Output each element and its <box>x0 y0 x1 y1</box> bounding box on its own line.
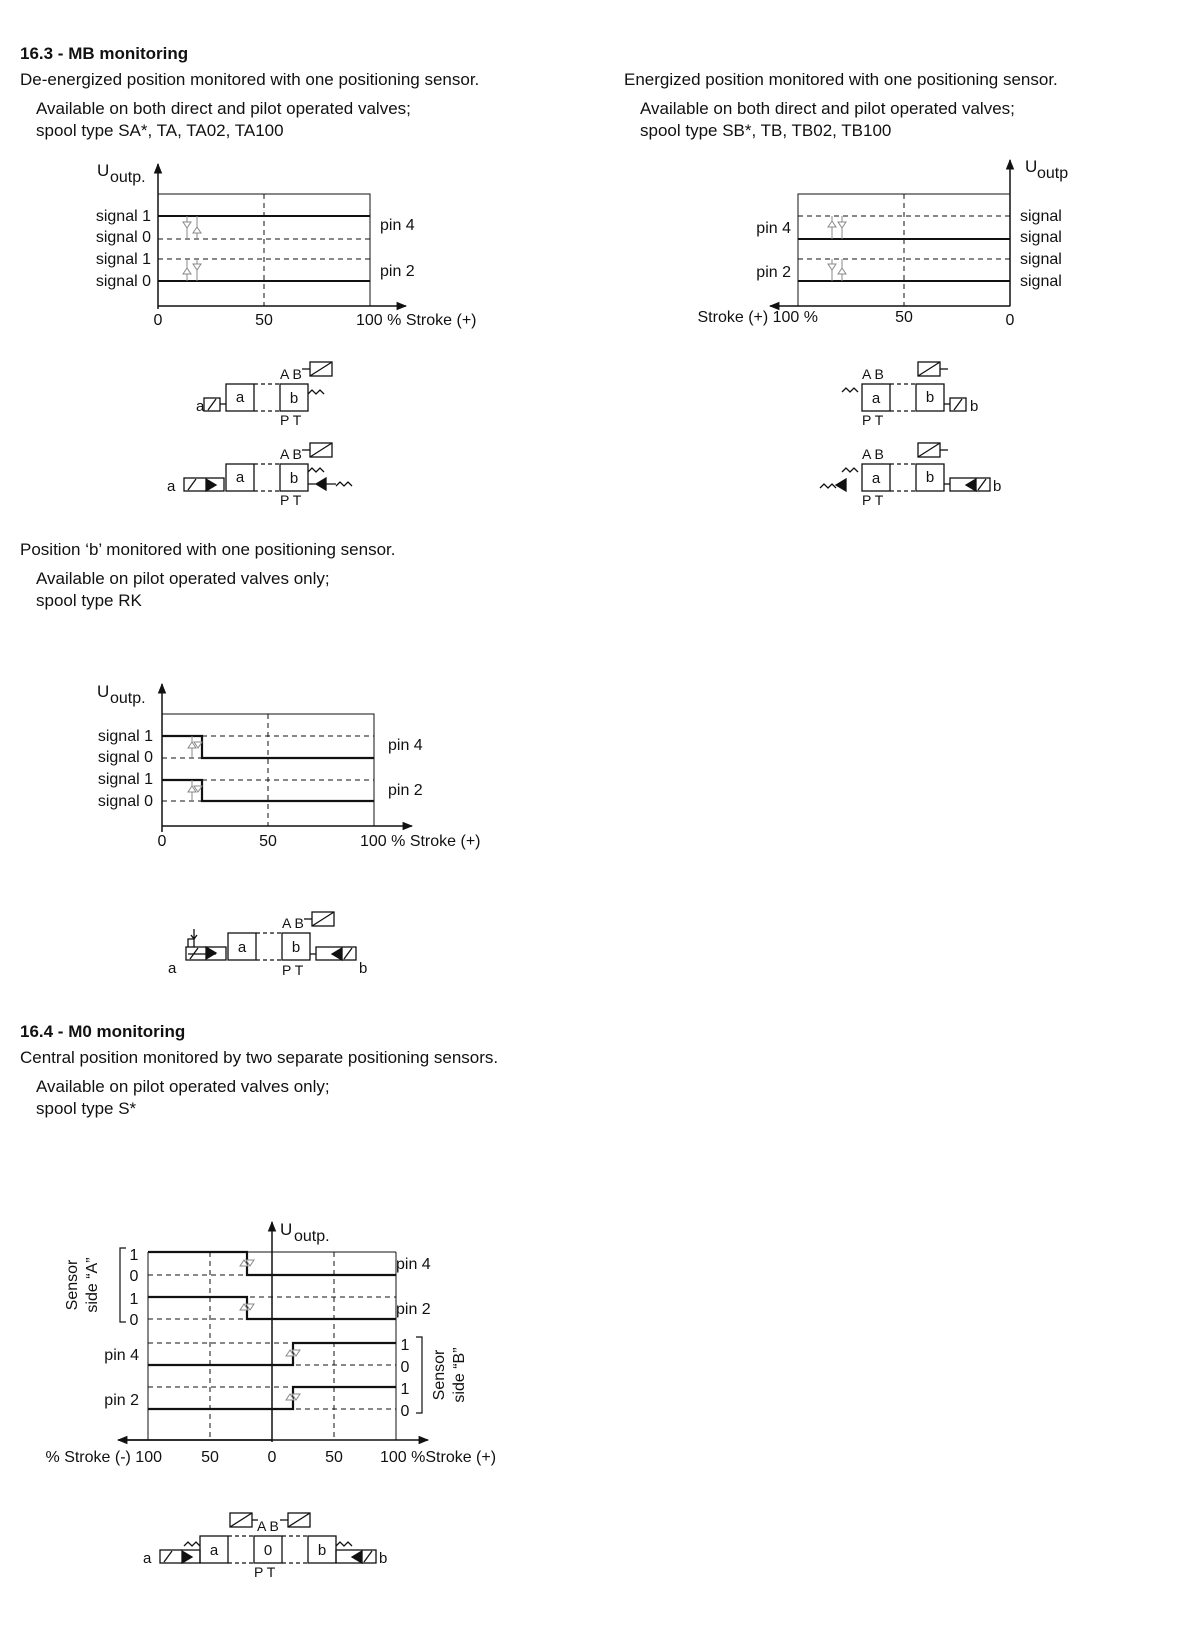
pin-label: pin 2 <box>104 1392 139 1409</box>
rk-description: Position ‘b’ monitored with one positioning sensor. <box>20 540 396 559</box>
x-tick-label: 50 <box>255 312 273 329</box>
valve-symbol-pilot <box>184 443 352 491</box>
pin-label: pin 2 <box>756 264 791 281</box>
position-a-box-label: a <box>237 939 247 956</box>
position-b-label: b <box>993 478 1002 495</box>
pin-label: pin 4 <box>380 217 415 234</box>
position-b-box-label: b <box>289 470 299 487</box>
x-tick-label: 0 <box>157 833 167 850</box>
position-b-box-label: b <box>317 1542 327 1559</box>
signal-label: signal 1 <box>97 771 153 788</box>
valve-symbol-pilot <box>820 443 990 491</box>
signal-label: signal 1 <box>95 251 151 268</box>
valve-symbol-direct <box>842 362 966 411</box>
sensor-a-value: 0 <box>129 1268 139 1285</box>
signal-label: signal <box>1020 251 1062 268</box>
mb-left-availability: Available on both direct and pilot operated valves; <box>36 99 411 118</box>
y-axis-label: U <box>97 161 110 180</box>
sensor-a-value: 1 <box>129 1247 139 1264</box>
m0-availability: Available on pilot operated valves only; <box>36 1077 330 1096</box>
sensor-b-label: side “B” <box>451 1347 468 1403</box>
x-tick-label: 0 <box>267 1449 277 1466</box>
pin-label: pin 2 <box>380 263 415 280</box>
mb-right-description: Energized position monitored with one positioning sensor. <box>624 70 1058 89</box>
mb-right-spool: spool type SB*, TB, TB02, TB100 <box>640 121 892 140</box>
signal-label: signal 0 <box>97 749 153 766</box>
x-tick-label: 50 <box>201 1449 219 1466</box>
signal-label: signal <box>1020 208 1062 225</box>
signal-label: signal 0 <box>95 273 151 290</box>
sensor-b-value: 0 <box>400 1359 410 1376</box>
position-a-box-label: a <box>871 390 881 407</box>
signal-label: signal 0 <box>95 229 151 246</box>
position-a-label: a <box>167 478 176 495</box>
x-tick-label: % Stroke (-) 100 <box>45 1449 162 1466</box>
mb-left-spool: spool type SA*, TA, TA02, TA100 <box>36 121 284 140</box>
ports-top-label: A B <box>257 1518 279 1534</box>
valve-symbol-direct <box>204 362 332 411</box>
signal-label: signal 1 <box>97 728 153 745</box>
position-b-box-label: b <box>925 389 935 406</box>
section-16-3-heading: 16.3 - MB monitoring <box>20 44 189 63</box>
mb-left-chart <box>96 161 477 329</box>
x-tick-label: 50 <box>325 1449 343 1466</box>
position-a-box-label: a <box>235 389 245 406</box>
position-a-label: a <box>196 398 205 415</box>
ports-top-label: A B <box>862 366 884 382</box>
hysteresis-icon <box>828 216 846 281</box>
sensor-b-value: 0 <box>400 1403 410 1420</box>
m0-description: Central position monitored by two separate positioning sensors. <box>20 1048 499 1067</box>
position-b-box-label: b <box>289 390 299 407</box>
mb-left-description: De-energized position monitored with one positioning sensor. <box>20 70 480 89</box>
y-axis-label-sub: outp. <box>110 169 146 186</box>
x-tick-label: 100 %Stroke (+) <box>380 1449 497 1466</box>
sensor-b-value: 1 <box>400 1337 410 1354</box>
pin-label: pin 4 <box>756 220 791 237</box>
ports-top-label: A B <box>862 446 884 462</box>
signal-label: signal <box>1020 229 1062 246</box>
pin-label: pin 4 <box>104 1347 139 1364</box>
ports-bottom-label: P T <box>280 492 302 508</box>
position-b-label: b <box>970 398 979 415</box>
m0-spool: spool type S* <box>36 1099 137 1118</box>
ports-bottom-label: P T <box>280 412 302 428</box>
ports-bottom-label: P T <box>282 962 304 978</box>
sensor-a-value: 0 <box>129 1312 139 1329</box>
hysteresis-icon <box>188 736 202 801</box>
mb-right-availability: Available on both direct and pilot operated valves; <box>640 99 1015 118</box>
y-axis-label: U <box>97 682 110 701</box>
sensor-b-bracket <box>416 1337 422 1413</box>
ports-bottom-label: P T <box>254 1564 276 1580</box>
sensor-a-bracket <box>120 1248 126 1322</box>
x-tick-label: 100 % Stroke (+) <box>356 312 477 329</box>
sensor-a-label: Sensor <box>64 1259 81 1311</box>
y-axis-label-sub: outp <box>1037 165 1069 182</box>
sensor-b-label: Sensor <box>431 1349 448 1401</box>
ports-top-label: A B <box>282 915 304 931</box>
position-a-label: a <box>168 960 177 977</box>
valve-symbol-rk <box>186 912 356 960</box>
sensor-b-value: 1 <box>400 1381 410 1398</box>
ports-top-label: A B <box>280 366 302 382</box>
y-axis-label-sub: outp. <box>110 690 146 707</box>
rk-chart <box>97 682 481 850</box>
pin-label: pin 4 <box>396 1256 431 1273</box>
x-tick-label: 100 % Stroke (+) <box>360 833 481 850</box>
ports-top-label: A B <box>280 446 302 462</box>
position-a-box-label: a <box>871 470 881 487</box>
position-b-label: b <box>359 960 368 977</box>
ports-bottom-label: P T <box>862 492 884 508</box>
y-axis-label: U <box>280 1220 293 1239</box>
rk-availability: Available on pilot operated valves only; <box>36 569 330 588</box>
signal-label: signal <box>1020 273 1062 290</box>
position-b-box-label: b <box>291 939 301 956</box>
position-a-box-label: a <box>209 1542 219 1559</box>
pin-label: pin 4 <box>388 737 423 754</box>
x-tick-label: 0 <box>153 312 163 329</box>
position-b-box-label: b <box>925 469 935 486</box>
position-a-box-label: a <box>235 469 245 486</box>
hysteresis-icon <box>183 216 201 281</box>
section-16-4-heading: 16.4 - M0 monitoring <box>20 1022 186 1041</box>
signal-label: signal 1 <box>95 208 151 225</box>
position-a-label: a <box>143 1550 152 1567</box>
position-0-box-label: 0 <box>263 1542 273 1559</box>
hysteresis-icon <box>240 1260 300 1400</box>
x-tick-label: 50 <box>259 833 277 850</box>
m0-chart <box>46 1220 497 1466</box>
pin-label: pin 2 <box>396 1301 431 1318</box>
x-tick-label: Stroke (+) 100 % <box>697 309 818 326</box>
pin-label: pin 2 <box>388 782 423 799</box>
sensor-a-label: side “A” <box>84 1257 101 1313</box>
x-tick-label: 50 <box>895 309 913 326</box>
rk-spool: spool type RK <box>36 591 142 610</box>
mb-right-chart <box>698 157 1069 329</box>
sensor-a-value: 1 <box>129 1291 139 1308</box>
signal-label: signal 0 <box>97 793 153 810</box>
ports-bottom-label: P T <box>862 412 884 428</box>
x-tick-label: 0 <box>1005 312 1015 329</box>
y-axis-label: U <box>1025 157 1038 176</box>
position-b-label: b <box>379 1550 388 1567</box>
y-axis-label-sub: outp. <box>294 1228 330 1245</box>
